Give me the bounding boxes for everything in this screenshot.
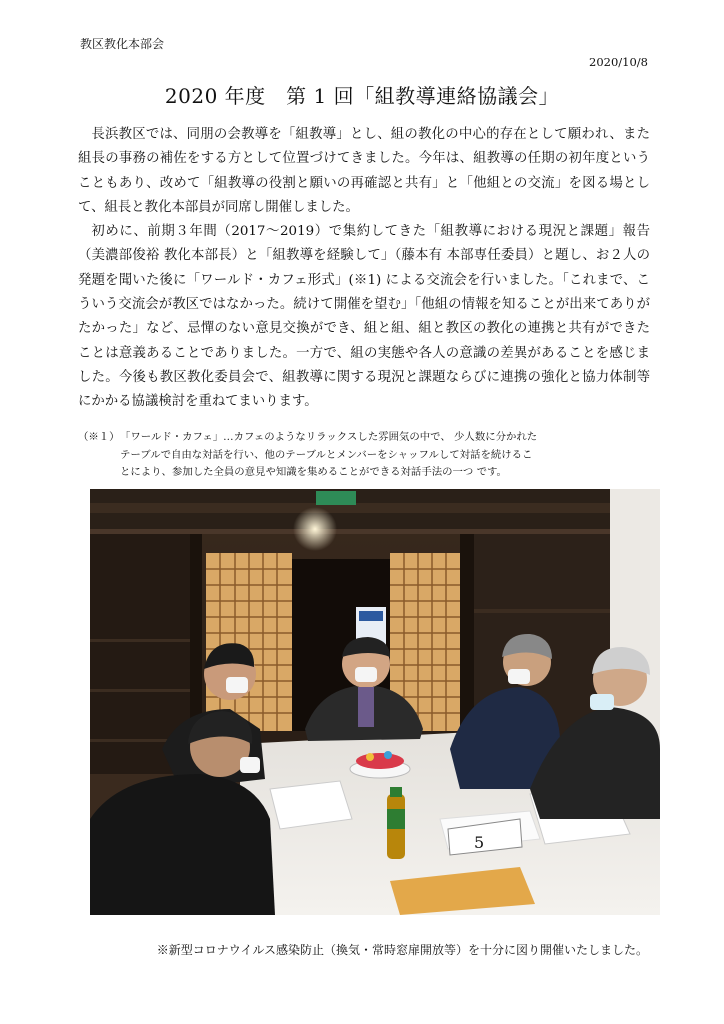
table-number-card: 5 — [474, 833, 485, 852]
meeting-photo — [90, 489, 660, 915]
footnote-mark: （※１） — [78, 431, 120, 443]
document-date: 2020/10/8 — [589, 55, 648, 69]
photo-caption: ※新型コロナウイルス感染防止（換気・常時窓扉開放等）を十分に図り開催いたしました。 — [156, 943, 648, 957]
footnote-line-2: テーブルで自由な対話を行い、他のテーブルとメンバーをシャッフルして対話を続けるこ — [120, 448, 533, 461]
footnote-line-1: 「ワールド・カフェ」…カフェのようなリラックスした雰囲気の中で、 少人数に分かれた — [120, 431, 538, 443]
document-title: 2020 年度 第 1 回「組教導連絡協議会」 — [164, 84, 560, 108]
exit-sign — [316, 491, 356, 505]
organization-name: 教区教化本部会 — [80, 37, 165, 51]
paragraph-1: 長浜教区では、同朋の会教導を「組教導」とし、組の教化の中心的存在として願われ、また組長の事務の補佐をする方として位置づけてきました。今年は、組教導の任期の初年度ということもあり、改めて「組教導の役割と願いの再確認と共有」と「他組との交流」を図る場として、組長と教化本部員が同席し開催しました。 — [78, 127, 650, 215]
body-text — [78, 123, 650, 415]
footnote — [78, 429, 650, 482]
left-shoji-door — [206, 553, 292, 731]
footnote-line-3: とにより、参加した全員の意見や知識を集めることができる対話手法の一つ です。 — [120, 466, 507, 478]
paragraph-2: 初めに、前期３年間（2017〜2019）で集約してきた「組教導における現況と課題」報告（美濃部俊裕 教化本部長）と「組教導を経験して」（藤本有 本部専任委員）と題し、お２人の発題を聞いた後に「ワールド・カフェ形式」(※1) による交流会を行いました。「これまで、こういう交流会が教区ではなかった。続けて開催を望む」「他組の情報を知ることが出来てありがたかった」など、忌憚のない意見交換ができ、組と組、組と教区の教化の連携と共有ができたことは意義あることでありました。一方で、組の実態や各人の意識の差異があることを感じました。今後も教区教化委員会で、組教導に関する現況と課題ならびに連携の強化と協力体制等にかかる協議検討を重ねてまいります。 — [78, 224, 650, 410]
